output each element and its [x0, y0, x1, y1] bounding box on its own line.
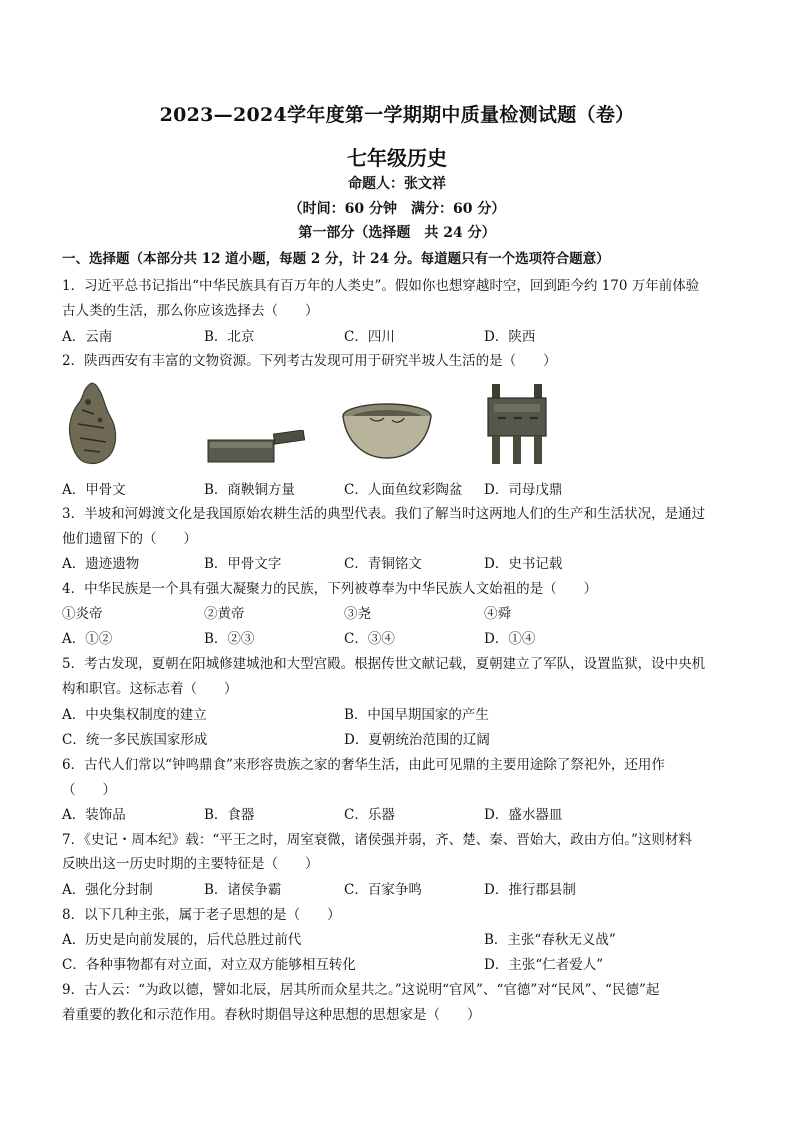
question-9-line-2: 着重要的教化和示范作用。春秋时期倡导这种思想的思想家是（ ） — [62, 1007, 481, 1023]
question-7-option-a: A．强化分封制 — [62, 882, 153, 898]
question-4-item-3: ③尧 — [344, 606, 371, 622]
question-6-option-b: B．食器 — [204, 807, 255, 823]
question-1-option-a: A．云南 — [62, 329, 113, 345]
question-2-line-1: 2．陕西西安有丰富的文物资源。下列考古发现可用于研究半坡人生活的是（ ） — [62, 353, 557, 369]
question-4-option-d: D．①④ — [484, 631, 536, 647]
question-8-option-b: B．主张“春秋无义战” — [484, 932, 616, 948]
question-4-item-2: ②黄帝 — [204, 606, 245, 622]
question-4-option-b: B．②③ — [204, 631, 255, 647]
question-1-option-b: B．北京 — [204, 329, 255, 345]
question-4-item-4: ④舜 — [484, 606, 511, 622]
question-8-option-d: D．主张“仁者爱人” — [484, 957, 604, 973]
question-1-line-1: 1．习近平总书记指出“中华民族具有百万年的人类史”。假如你也想穿越时空，回到距今约 170 万年前体验 — [62, 278, 700, 294]
question-3-line-2: 他们遗留下的（ ） — [62, 531, 197, 547]
question-3-line-1: 3．半坡和河姆渡文化是我国原始农耕生活的典型代表。我们了解当时这两地人们的生产和生活状况，是通过 — [62, 506, 706, 522]
painted-pottery-basin-image — [340, 400, 434, 464]
question-3-option-b: B．甲骨文字 — [204, 556, 282, 572]
question-4-option-c: C．③④ — [344, 631, 395, 647]
exam-part-heading: 第一部分（选择题 共 24 分） — [298, 225, 496, 241]
exam-author: 命题人：张文祥 — [348, 176, 446, 192]
question-7-line-2: 反映出这一历史时期的主要特征是（ ） — [62, 856, 319, 872]
question-5-option-d: D．夏朝统治范围的辽阔 — [344, 732, 490, 748]
simuwu-ding-image — [484, 382, 550, 466]
question-5-option-b: B．中国早期国家的产生 — [344, 707, 489, 723]
question-7-line-1: 7．《史记・周本纪》载：“平王之时，周室衰微，诸侯强并弱，齐、楚、秦、晋始大，政由方伯。”这则材料 — [62, 832, 692, 848]
question-2-option-a: A．甲骨文 — [62, 482, 126, 498]
question-6-line-1: 6．古代人们常以“钟鸣鼎食”来形容贵族之家的奢华生活，由此可见鼎的主要用途除了祭祀外，还用作 — [62, 757, 665, 773]
exam-subtitle: 七年级历史 — [347, 146, 447, 170]
question-5-line-1: 5．考古发现，夏朝在阳城修建城池和大型宫殿。根据传世文献记载，夏朝建立了军队，设置监狱，设中央机 — [62, 656, 706, 672]
question-1-option-c: C．四川 — [344, 329, 395, 345]
question-3-option-c: C．青铜铭文 — [344, 556, 422, 572]
question-7-option-b: B．诸侯争霸 — [204, 882, 282, 898]
question-1-option-d: D．陕西 — [484, 329, 536, 345]
question-2-option-d: D．司母戊鼎 — [484, 482, 563, 498]
question-2-option-b: B．商鞅铜方量 — [204, 482, 295, 498]
question-2-option-c: C．人面鱼纹彩陶盆 — [344, 482, 463, 498]
question-6-line-2: （ ） — [62, 782, 116, 798]
question-4-option-a: A．①② — [62, 631, 113, 647]
bronze-measure-image — [206, 430, 306, 464]
exam-title: 2023—2024学年度第一学期期中质量检测试题（卷） — [159, 104, 635, 126]
exam-time-info: （时间：60 分钟 满分：60 分） — [288, 201, 506, 217]
question-9-line-1: 9．古人云：“为政以德，譬如北辰，居其所而众星共之。”这说明“官风”、“官德”对“民风”、“民德”起 — [62, 982, 660, 998]
question-6-option-d: D．盛水器皿 — [484, 807, 563, 823]
question-4-item-1: ①炎帝 — [62, 606, 103, 622]
question-5-line-2: 构和职官。这标志着（ ） — [62, 681, 238, 697]
question-3-option-d: D．史书记载 — [484, 556, 563, 572]
question-5-option-a: A．中央集权制度的建立 — [62, 707, 207, 723]
question-3-option-a: A．遗迹遗物 — [62, 556, 140, 572]
question-8-line-1: 8．以下几种主张，属于老子思想的是（ ） — [62, 907, 341, 923]
question-6-option-a: A．装饰品 — [62, 807, 126, 823]
question-5-option-c: C．统一多民族国家形成 — [62, 732, 208, 748]
question-7-option-c: C．百家争鸣 — [344, 882, 422, 898]
question-8-option-c: C．各种事物都有对立面，对立双方能够相互转化 — [62, 957, 356, 973]
question-8-option-a: A．历史是向前发展的，后代总胜过前代 — [62, 932, 302, 948]
question-6-option-c: C．乐器 — [344, 807, 395, 823]
question-7-option-d: D．推行郡县制 — [484, 882, 576, 898]
oracle-bone-image — [64, 380, 120, 466]
question-1-line-2: 古人类的生活，那么你应该选择去（ ） — [62, 303, 319, 319]
question-4-line-1: 4．中华民族是一个具有强大凝聚力的民族，下列被尊奉为中华民族人文始祖的是（ ） — [62, 581, 598, 597]
section-heading: 一、选择题（本部分共 12 道小题，每题 2 分，计 24 分。每道题只有一个选项符合题意） — [62, 251, 610, 267]
